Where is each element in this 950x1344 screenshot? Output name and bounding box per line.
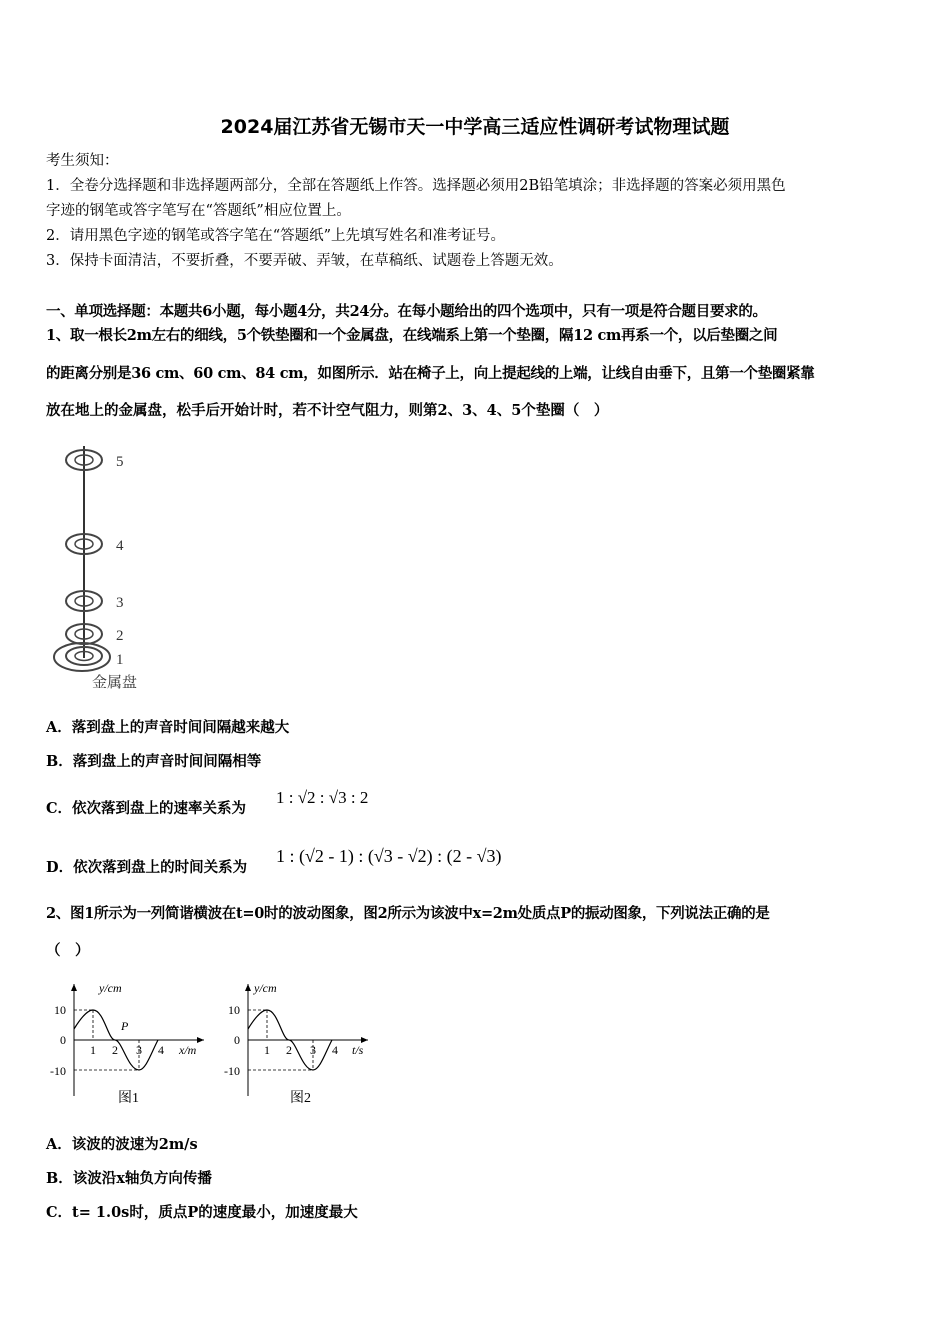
point-p-label: P xyxy=(121,1019,129,1033)
figure-caption: 图1 xyxy=(118,1091,139,1106)
ring-label: 2 xyxy=(116,628,124,644)
x-tick-label: 1 xyxy=(90,1043,96,1057)
x-axis-label: x/m xyxy=(179,1043,197,1057)
notice-line: 2．请用黑色字迹的钢笔或答字笔在“答题纸”上先填写姓名和准考证号。 xyxy=(46,228,506,244)
y-axis-label: y/cm xyxy=(99,981,122,995)
ring-label: 4 xyxy=(116,538,124,554)
option-b: B．该波沿x轴负方向传播 xyxy=(46,1170,212,1187)
ring-label: 3 xyxy=(116,595,124,611)
t-tick-label: 3 xyxy=(310,1043,316,1057)
question-2-line: 2、图1所示为一列简谐横波在t=0时的波动图象，图2所示为该波中x=2m处质点P的振动图象，下列说法正确的是 xyxy=(46,905,770,922)
option-c: C．依次落到盘上的速率关系为 xyxy=(46,800,247,817)
ring-label: 1 xyxy=(116,652,124,668)
option-b: B．落到盘上的声音时间间隔相等 xyxy=(46,753,262,770)
y-tick-label: 0 xyxy=(60,1033,66,1047)
option-d: D．依次落到盘上的时间关系为 xyxy=(46,859,248,876)
y-tick-label: 10 xyxy=(228,1003,240,1017)
notice-line: 3．保持卡面清洁，不要折叠，不要弄破、弄皱，在草稿纸、试题卷上答题无效。 xyxy=(46,253,563,269)
notice-line: 字迹的钢笔或答字笔写在“答题纸”相应位置上。 xyxy=(46,203,351,219)
t-tick-label: 4 xyxy=(332,1043,338,1057)
question-1-line: 放在地上的金属盘，松手后开始计时，若不计空气阻力，则第2、3、4、5个垫圈（ ） xyxy=(46,402,609,419)
exam-title: 2024届江苏省无锡市天一中学高三适应性调研考试物理试题 xyxy=(220,116,730,138)
wave-graph-figure-1 xyxy=(44,976,214,1111)
t-tick-label: 2 xyxy=(286,1043,292,1057)
wave-graph-figure-2 xyxy=(218,976,378,1111)
ring-label: 5 xyxy=(116,454,124,470)
metal-plate xyxy=(54,643,110,671)
option-c: C．t= 1.0s时，质点P的速度最小，加速度最大 xyxy=(46,1204,358,1221)
figure-caption: 图2 xyxy=(290,1091,311,1106)
question-1-line: 1、取一根长2m左右的细线，5个铁垫圈和一个金属盘，在线端系上第一个垫圈，隔12 cm再系一个，以后垫圈之间 xyxy=(46,327,778,344)
y-tick-label: -10 xyxy=(224,1064,240,1078)
y-axis-label: y/cm xyxy=(254,981,277,995)
washer-figure xyxy=(46,438,166,698)
y-tick-label: 0 xyxy=(234,1033,240,1047)
x-tick-label: 4 xyxy=(158,1043,164,1057)
notice-heading: 考生须知： xyxy=(46,153,119,169)
option-a: A．该波的波速为2m/s xyxy=(46,1136,198,1153)
option-d-formula: 1 : (√2 - 1) : (√3 - √2) : (2 - √3) xyxy=(276,846,502,866)
t-tick-label: 1 xyxy=(264,1043,270,1057)
x-tick-label: 2 xyxy=(112,1043,118,1057)
plate-label: 金属盘 xyxy=(92,675,138,691)
y-tick-label: -10 xyxy=(50,1064,66,1078)
t-axis-label: t/s xyxy=(352,1043,364,1057)
notice-line: 1．全卷分选择题和非选择题两部分，全部在答题纸上作答。选择题必须用2B铅笔填涂；非选择题的答案必须用黑色 xyxy=(46,178,786,194)
question-2-line: （ ） xyxy=(46,942,90,959)
option-c-formula: 1 : √2 : √3 : 2 xyxy=(276,788,369,807)
x-tick-label: 3 xyxy=(136,1043,142,1057)
option-a: A．落到盘上的声音时间间隔越来越大 xyxy=(46,719,290,736)
question-1-line: 的距离分别是36 cm、60 cm、84 cm，如图所示．站在椅子上，向上提起线的上端，让线自由垂下，且第一个垫圈紧靠 xyxy=(46,365,815,382)
section-heading: 一、单项选择题：本题共6小题，每小题4分，共24分。在每小题给出的四个选项中，只有一项是符合题目要求的。 xyxy=(46,303,767,320)
y-tick-label: 10 xyxy=(54,1003,66,1017)
